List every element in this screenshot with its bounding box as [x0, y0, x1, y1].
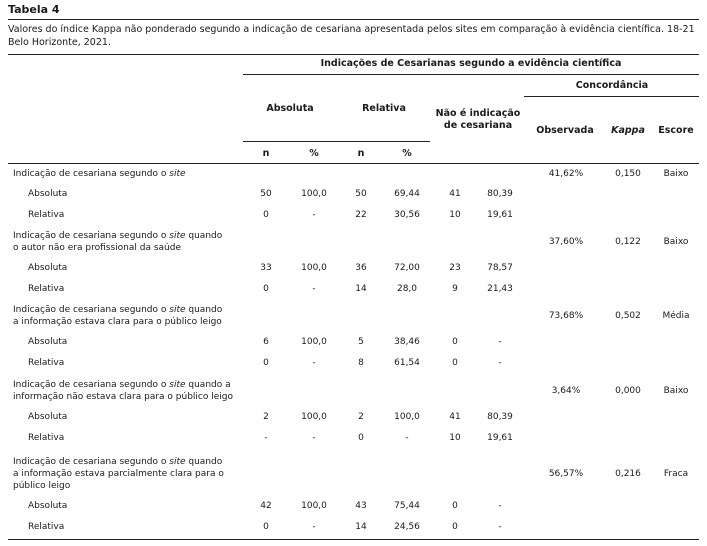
kappa-value: 0,216	[615, 469, 641, 479]
group-label-text: a informação estava parcialmente clara para o	[13, 469, 224, 479]
n-pct-rule	[243, 141, 430, 142]
absoluta-header: Absoluta	[266, 103, 314, 114]
nao-pct-cell: 78,57	[487, 263, 513, 273]
rel-n-cell: 2	[358, 412, 364, 422]
nao-n-cell: 23	[449, 263, 461, 273]
group-label-text: Indicação de cesariana segundo o	[13, 231, 170, 241]
kappa-value: 0,122	[615, 237, 641, 247]
nao-n-cell: 9	[452, 284, 458, 294]
nao-n-cell: 10	[449, 210, 461, 220]
rel-n-cell: 14	[355, 522, 367, 532]
header-bottom-rule	[8, 163, 699, 164]
abs-n-cell: -	[264, 433, 268, 443]
abs-pct-cell: -	[312, 522, 316, 532]
escore-value: Baixo	[663, 237, 689, 247]
nao-pct-cell: 19,61	[487, 433, 513, 443]
group-label-italic: site	[169, 457, 186, 467]
group-label-italic: site	[169, 169, 186, 179]
abs-pct-header: %	[309, 148, 319, 159]
group-label-text: Indicação de cesariana segundo o	[13, 380, 170, 390]
rel-pct-cell: 61,54	[394, 358, 420, 368]
group-label-line	[13, 168, 186, 180]
rel-n-cell: 14	[355, 284, 367, 294]
group-label-line	[13, 230, 222, 242]
abs-pct-cell: 100,0	[301, 337, 327, 347]
abs-n-cell: 0	[263, 284, 269, 294]
group-label-line	[13, 379, 231, 391]
abs-n-cell: 2	[263, 412, 269, 422]
group-label-italic: site	[169, 380, 186, 390]
row-label: Relativa	[28, 522, 65, 532]
abs-n-cell: 42	[260, 501, 272, 511]
rel-pct-cell: 72,00	[394, 263, 420, 273]
group-label-line	[13, 468, 224, 480]
abs-n-cell: 0	[263, 522, 269, 532]
group-label-line	[13, 391, 233, 403]
row-label: Absoluta	[28, 263, 68, 273]
nao-pct-cell: -	[498, 522, 502, 532]
escore-value: Baixo	[663, 386, 689, 396]
kappa-value: 0,000	[615, 386, 641, 396]
observada-value: 41,62%	[548, 169, 584, 179]
nao-n-cell: 0	[452, 358, 458, 368]
row-label: Relativa	[28, 358, 65, 368]
abs-pct-cell: 100,0	[301, 501, 327, 511]
escore-value: Fraca	[663, 469, 689, 479]
group-label-text: quando	[185, 231, 223, 241]
group-label-text: informação não estava clara para o público leigo	[13, 392, 234, 402]
row-label: Absoluta	[28, 189, 68, 199]
rel-n-cell: 36	[355, 263, 367, 273]
nao-n-cell: 41	[449, 412, 461, 422]
group-label-text: quando	[185, 305, 223, 315]
rel-n-cell: 43	[355, 501, 367, 511]
caption-divider	[8, 54, 699, 55]
nao-n-cell: 41	[449, 189, 461, 199]
rel-n-cell: 50	[355, 189, 367, 199]
abs-pct-cell: 100,0	[301, 263, 327, 273]
escore-value: Média	[662, 311, 690, 321]
group-label-line	[13, 242, 181, 254]
nao-n-cell: 0	[452, 522, 458, 532]
abs-pct-cell: -	[312, 358, 316, 368]
group-label-italic: site	[169, 231, 186, 241]
kappa-header	[611, 125, 645, 137]
nao-n-cell: 10	[449, 433, 461, 443]
nao-pct-cell: 19,61	[487, 210, 513, 220]
nao-pct-cell: 21,43	[487, 284, 513, 294]
table-label: Tabela 4	[8, 3, 699, 20]
kappa-value: 0,150	[615, 169, 641, 179]
nao-pct-cell: -	[498, 337, 502, 347]
group-label-line	[13, 456, 222, 468]
observada-header: Observada	[536, 125, 594, 136]
rel-pct-cell: 24,56	[394, 522, 420, 532]
relativa-header: Relativa	[362, 103, 406, 114]
row-label: Absoluta	[28, 337, 68, 347]
group-label-text: Indicação de cesariana segundo o	[13, 169, 170, 179]
rel-n-cell: 5	[358, 337, 364, 347]
abs-n-cell: 50	[260, 189, 272, 199]
row-label: Relativa	[28, 433, 65, 443]
group-label-line	[13, 480, 70, 492]
escore-header: Escore	[658, 125, 694, 136]
nao-pct-cell: 80,39	[487, 412, 513, 422]
rel-pct-cell: 75,44	[394, 501, 420, 511]
nao-indicacao-header-2: de cesariana	[443, 120, 513, 131]
abs-pct-cell: 100,0	[301, 189, 327, 199]
nao-indicacao-header-1: Não é indicação	[435, 108, 521, 119]
group-label-text: Indicação de cesariana segundo o	[13, 457, 170, 467]
abs-pct-cell: -	[312, 284, 316, 294]
group-label-text: público leigo	[13, 481, 71, 491]
abs-n-cell: 0	[263, 358, 269, 368]
observada-value: 3,64%	[551, 386, 581, 396]
rel-pct-cell: -	[405, 433, 409, 443]
abs-n-header: n	[262, 148, 270, 159]
group-label-text: Indicação de cesariana segundo o	[13, 305, 170, 315]
rel-pct-cell: 38,46	[394, 337, 420, 347]
group-header: Indicações de Cesarianas segundo a evidência científica	[320, 58, 622, 69]
table-bottom-rule	[8, 539, 699, 540]
concordancia-header: Concordância	[575, 80, 649, 91]
row-label: Relativa	[28, 284, 65, 294]
observada-value: 73,68%	[548, 311, 584, 321]
nao-n-cell: 0	[452, 501, 458, 511]
group-header-rule	[243, 74, 699, 75]
abs-pct-cell: -	[312, 433, 316, 443]
group-label-text: quando	[185, 457, 223, 467]
concordancia-rule	[524, 96, 699, 97]
group-label-text: a informação estava clara para o público leigo	[13, 317, 222, 327]
rel-pct-cell: 30,56	[394, 210, 420, 220]
row-label: Relativa	[28, 210, 65, 220]
rel-n-cell: 8	[358, 358, 364, 368]
kappa-value: 0,502	[615, 311, 641, 321]
row-label: Absoluta	[28, 412, 68, 422]
observada-value: 37,60%	[548, 237, 584, 247]
abs-n-cell: 33	[260, 263, 272, 273]
row-label: Absoluta	[28, 501, 68, 511]
rel-n-cell: 22	[355, 210, 367, 220]
kappa-header-text: Kappa	[611, 125, 645, 136]
rel-pct-cell: 100,0	[394, 412, 420, 422]
abs-n-cell: 6	[263, 337, 269, 347]
nao-pct-cell: -	[498, 501, 502, 511]
group-label-italic: site	[169, 305, 186, 315]
observada-value: 56,57%	[548, 469, 584, 479]
rel-pct-cell: 28,0	[396, 284, 418, 294]
rel-pct-header: %	[402, 148, 412, 159]
escore-value: Baixo	[663, 169, 689, 179]
group-label-text: o autor não era profissional da saúde	[13, 243, 181, 253]
nao-pct-cell: 80,39	[487, 189, 513, 199]
group-label-line	[13, 316, 222, 328]
table-caption: Valores do índice Kappa não ponderado segundo a indicação de cesariana apresentada pelos sites em comparação à evidência científica. 18-21 Belo Horizonte, 2021.	[8, 24, 695, 48]
group-label-line	[13, 304, 222, 316]
abs-n-cell: 0	[263, 210, 269, 220]
group-label-text: quando a	[185, 380, 231, 390]
rel-n-header: n	[357, 148, 365, 159]
rel-n-cell: 0	[358, 433, 364, 443]
nao-n-cell: 0	[452, 337, 458, 347]
rel-pct-cell: 69,44	[394, 189, 420, 199]
abs-pct-cell: 100,0	[301, 412, 327, 422]
abs-pct-cell: -	[312, 210, 316, 220]
nao-pct-cell: -	[498, 358, 502, 368]
